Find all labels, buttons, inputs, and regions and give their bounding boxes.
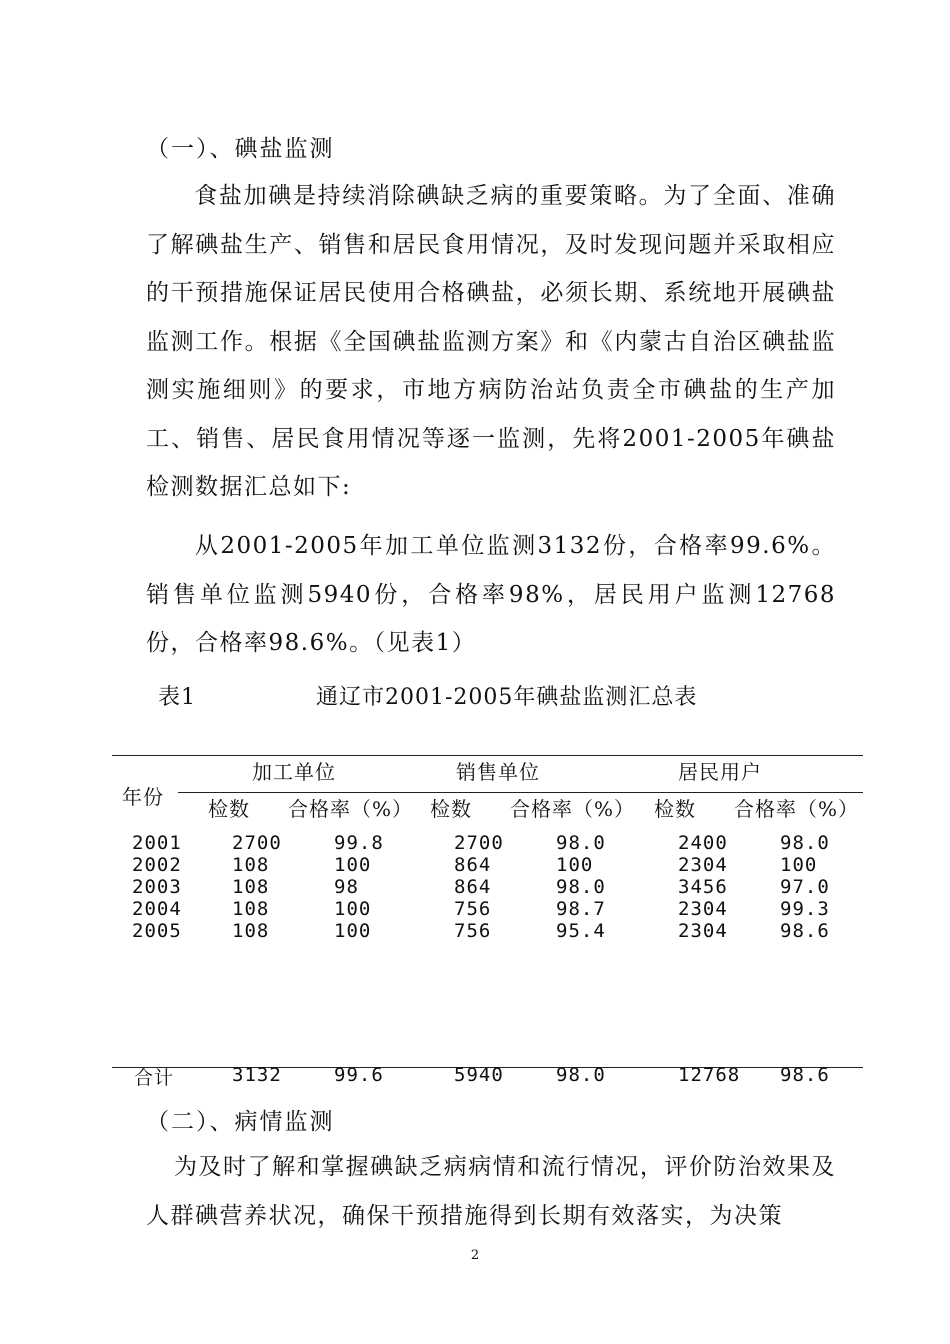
table-total-cell: 5940: [454, 1064, 504, 1086]
table-cell: 756: [454, 920, 492, 942]
table-cell: 99.8: [334, 832, 384, 854]
paragraph-summary: [146, 522, 836, 668]
group-header-sales: 销售单位: [456, 760, 540, 784]
paragraph-intro-text: 食盐加碘是持续消除碘缺乏病的重要策略。为了全面、准确了解碘盐生产、销售和居民食用情况，及时发现问题并采取相应的干预措施保证居民使用合格碘盐，必须长期、系统地开展碘盐监测工作。根据《全国碘盐监测方案》和《内蒙古自治区碘盐监测实施细则》的要求，市地方病防治站负责全市碘盐的生产加工、销售、居民食用情况等逐一监测，先将2001-2005年碘盐检测数据汇总如下:: [146, 183, 836, 500]
table-cell: 108: [232, 854, 270, 876]
paragraph-intro: [146, 172, 836, 512]
subheader-count: 检数: [430, 797, 472, 821]
table-cell: 95.4: [556, 920, 606, 942]
table-cell: 2304: [678, 920, 728, 942]
table-cell: 864: [454, 876, 492, 898]
table-cell: 756: [454, 898, 492, 920]
table-cell: 2400: [678, 832, 728, 854]
table-cell: 100: [780, 854, 818, 876]
table-cell: 98: [334, 876, 359, 898]
table-cell: 98.0: [556, 832, 606, 854]
subheader-count: 检数: [654, 797, 696, 821]
group-header-processing: 加工单位: [252, 760, 336, 784]
table-total-cell: 98.0: [556, 1064, 606, 1086]
subheader-rate: 合格率（%）: [288, 797, 414, 821]
year-header: 年份: [122, 785, 164, 809]
table-cell: 864: [454, 854, 492, 876]
subheader-rate: 合格率（%）: [734, 797, 860, 821]
page-number: 2: [470, 1248, 480, 1263]
table-total-cell: 3132: [232, 1064, 282, 1086]
table-total-label: 合计: [134, 1067, 175, 1089]
subheader-rate: 合格率（%）: [510, 797, 636, 821]
section-title-iodized-salt: （一）、碘盐监测: [146, 136, 335, 162]
table-cell-year: 2001: [132, 832, 182, 854]
table-cell: 98.6: [780, 920, 830, 942]
table-caption: 通辽市2001-2005年碘盐监测汇总表: [316, 685, 698, 710]
table-cell: 98.0: [556, 876, 606, 898]
paragraph-disease-text: 为及时了解和掌握碘缺乏病病情和流行情况，评价防治效果及人群碘营养状况，确保干预措施得到长期有效落实，为决策: [146, 1154, 836, 1229]
table-cell: 108: [232, 876, 270, 898]
table-total-cell: 99.6: [334, 1064, 384, 1086]
table-total-cell: 98.6: [780, 1064, 830, 1086]
table-cell: 98.0: [780, 832, 830, 854]
table-total-cell: 12768: [678, 1064, 741, 1086]
table-cell: 3456: [678, 876, 728, 898]
table-cell: 2700: [232, 832, 282, 854]
table-label: 表1: [158, 685, 196, 710]
table-cell: 98.7: [556, 898, 606, 920]
table-cell: 100: [334, 920, 372, 942]
table-cell: 108: [232, 920, 270, 942]
group-header-residents: 居民用户: [678, 760, 762, 784]
table-cell-year: 2003: [132, 876, 182, 898]
table-cell-year: 2005: [132, 920, 182, 942]
section-title-disease-monitoring: （二）、病情监测: [146, 1109, 335, 1135]
paragraph-disease: [146, 1143, 836, 1240]
table-cell: 100: [334, 898, 372, 920]
table-cell: 2304: [678, 898, 728, 920]
table-cell: 2700: [454, 832, 504, 854]
table-cell: 100: [334, 854, 372, 876]
table-cell: 97.0: [780, 876, 830, 898]
table-cell: 99.3: [780, 898, 830, 920]
salt-monitoring-table: [112, 755, 863, 1088]
table-cell: 108: [232, 898, 270, 920]
table-cell-year: 2002: [132, 854, 182, 876]
table-cell-year: 2004: [132, 898, 182, 920]
table-cell: 2304: [678, 854, 728, 876]
paragraph-summary-text: 从2001-2005年加工单位监测3132份，合格率99.6%。销售单位监测5940份，合格率98%，居民用户监测12768份，合格率98.6%。（见表1）: [146, 533, 836, 656]
table-cell: 100: [556, 854, 594, 876]
subheader-count: 检数: [208, 797, 250, 821]
